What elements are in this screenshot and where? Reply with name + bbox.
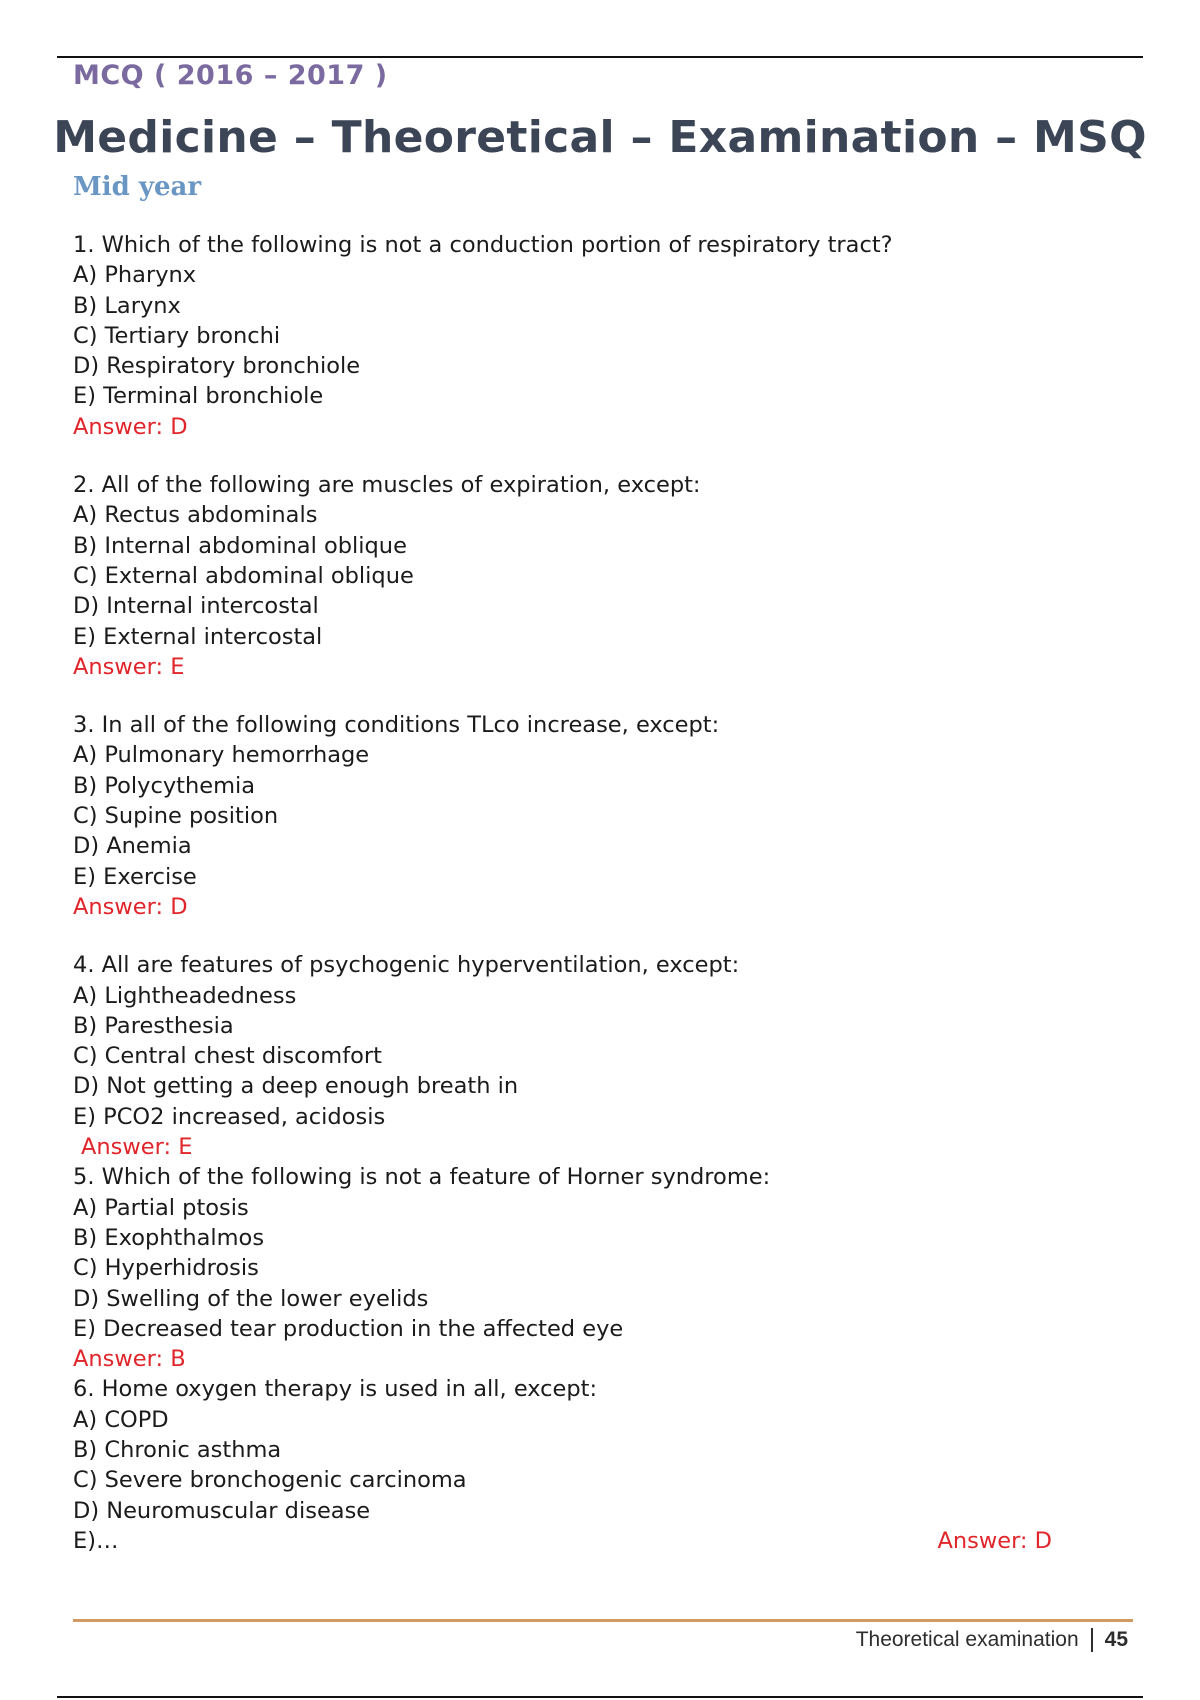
spacer	[73, 442, 1073, 470]
question-stem: 4. All are features of psychogenic hyperventilation, except:	[73, 952, 740, 979]
answer: Answer: D	[73, 893, 188, 920]
option: A) Rectus abdominals	[73, 502, 318, 529]
spacer	[73, 682, 1073, 710]
option: B) Polycythemia	[73, 772, 256, 799]
option: E) External intercostal	[73, 623, 323, 650]
option: A) Pharynx	[73, 262, 197, 289]
question-list	[73, 230, 1073, 1556]
question-stem: 2. All of the following are muscles of expiration, except:	[73, 472, 701, 499]
page-subtitle: Mid year	[73, 172, 202, 202]
option: D) Internal intercostal	[73, 593, 319, 620]
spacer	[73, 922, 1073, 950]
page-footer	[856, 1628, 1128, 1652]
answer: Answer: D	[937, 1527, 1052, 1554]
question-stem: 1. Which of the following is not a conduction portion of respiratory tract?	[73, 232, 893, 258]
option: E)…	[73, 1527, 119, 1554]
option: D) Anemia	[73, 833, 192, 860]
question-1	[73, 230, 1073, 442]
question-3	[73, 710, 1073, 922]
exam-tag: MCQ ( 2016 – 2017 )	[73, 60, 388, 91]
last-option-row	[73, 1526, 1052, 1556]
question-2	[73, 470, 1073, 682]
answer: Answer: D	[73, 413, 188, 440]
option: E) Decreased tear production in the affected eye	[73, 1315, 624, 1342]
answer: Answer: E	[81, 1134, 193, 1161]
option: B) Larynx	[73, 292, 181, 319]
question-stem: 5. Which of the following is not a feature of Horner syndrome:	[73, 1164, 771, 1191]
page-number: 45	[1104, 1628, 1128, 1651]
footer-separator	[1091, 1628, 1093, 1652]
option: C) Hyperhidrosis	[73, 1255, 259, 1282]
footer-rule	[73, 1619, 1133, 1622]
option: C) External abdominal oblique	[73, 562, 414, 589]
question-4	[73, 950, 1073, 1162]
option: B) Chronic asthma	[73, 1436, 282, 1463]
option: E) Exercise	[73, 863, 197, 890]
option: B) Internal abdominal oblique	[73, 532, 407, 559]
option: A) Pulmonary hemorrhage	[73, 742, 370, 769]
option: C) Supine position	[73, 803, 279, 830]
option: B) Paresthesia	[73, 1012, 234, 1039]
option: A) COPD	[73, 1406, 169, 1433]
option: D) Swelling of the lower eyelids	[73, 1285, 429, 1312]
option: C) Central chest discomfort	[73, 1043, 382, 1070]
option: D) Neuromuscular disease	[73, 1497, 371, 1524]
option: A) Partial ptosis	[73, 1194, 249, 1221]
option: D) Respiratory bronchiole	[73, 353, 361, 380]
page-title: Medicine – Theoretical – Examination – MSQ	[53, 112, 1147, 163]
option: A) Lightheadedness	[73, 982, 297, 1009]
top-rule	[57, 56, 1143, 58]
option: B) Exophthalmos	[73, 1224, 265, 1251]
question-5	[73, 1162, 1073, 1374]
question-stem: 6. Home oxygen therapy is used in all, except:	[73, 1376, 598, 1403]
option: C) Tertiary bronchi	[73, 322, 281, 349]
answer: Answer: B	[73, 1346, 186, 1373]
option: E) Terminal bronchiole	[73, 383, 324, 410]
option: E) PCO2 increased, acidosis	[73, 1103, 386, 1130]
answer: Answer: E	[73, 653, 185, 680]
question-6	[73, 1374, 1073, 1556]
option: D) Not getting a deep enough breath in	[73, 1073, 519, 1100]
option: C) Severe bronchogenic carcinoma	[73, 1467, 467, 1494]
footer-label: Theoretical examination	[855, 1628, 1079, 1651]
bottom-rule	[57, 1696, 1143, 1698]
question-stem: 3. In all of the following conditions TLco increase, except:	[73, 712, 720, 739]
